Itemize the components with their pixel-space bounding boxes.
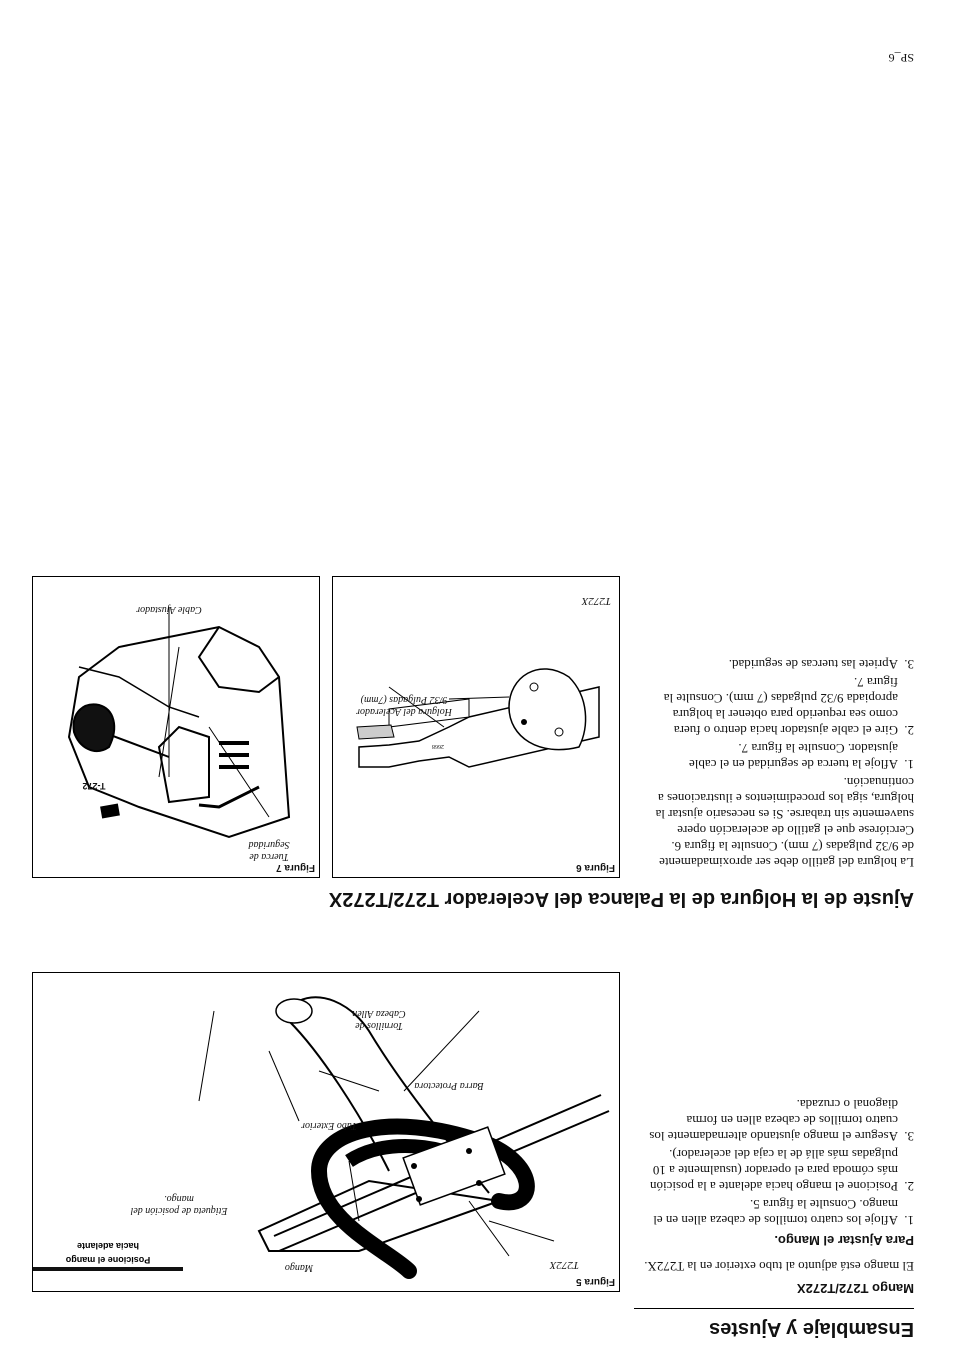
handle-adjust-title: Para Ajustar el Mango. (774, 1233, 914, 1248)
handle-position-tag (33, 1243, 183, 1271)
tag-text-line-1: Posicione el mango (33, 1253, 183, 1267)
step-number: 3. (904, 657, 914, 672)
figure-7-callout-nut: Tuerca de Seguridad (248, 839, 290, 862)
figure-5 (32, 972, 620, 1292)
throttle-step (644, 656, 914, 672)
handle-intro: El mango está adjunto al tubo exterior en la T272X. (644, 1259, 914, 1274)
handle-subtitle: Mango T272/T272X (796, 1281, 914, 1296)
throttle-illustration (333, 577, 619, 877)
throttle-text (644, 654, 914, 870)
step-number: 2. (904, 1179, 914, 1194)
throttle-intro: La holgura del gatillo debe ser aproximadamente de 9/32 pulgadas (7 mm). Consulte la figura 6. Cerciórese que el gatillo de aceleración opere suavemente sin trabarse. Si es necesario ajustar la holgura, siga los procedimientos e ilustraciones a continuación. (655, 775, 914, 870)
step-text: Asegure el mango ajustando alternadamente los cuatro tornillos de cabeza allen en forma diagonal o cruzada. (649, 1097, 898, 1144)
section-title: Ensamblaje y Ajustes (709, 1318, 914, 1340)
figure-6-model: T272X (581, 595, 611, 607)
figure-5-callout-mango: Mango (284, 1262, 314, 1273)
handle-text (644, 1094, 914, 1274)
figure-6-callout-slack: Holgura del Acelerador 9/32 Pulgadas (7mm) (356, 694, 452, 717)
engine-illustration (33, 577, 319, 877)
step-text: Afloje la tuerca de seguridad en el cable ajustador. Consulte la figura 7. (689, 741, 898, 772)
page-number: SP_6 (888, 51, 914, 65)
figure-5-callout-tube: Tubo Exterior (301, 1120, 357, 1131)
step-text: Gire el cable ajustador hacia dentro o fuera como sea requerido para obtener la holgura apropiada 9/32 pulgadas (7 mm). Consulte la figura 7. (663, 675, 898, 738)
step-number: 1. (904, 1213, 914, 1228)
figure-5-callout-bar: Barra Protectora (414, 1080, 484, 1091)
step-text: Posicione el mango hacia adelante a la posición más cómoda para el operador (usualmente a 10 pulgadas más allá de la caja del acelerador). (650, 1147, 898, 1194)
figure-7-label: Figura 7 (276, 862, 315, 873)
engine-brand-label: T-272 (82, 781, 106, 791)
figure-5-callout-label: Etiqueta de posición del mango. (130, 1193, 228, 1216)
figure-7-callout-cable: Cable Ajustador (136, 604, 202, 615)
throttle-step (644, 674, 914, 738)
handle-step (644, 1096, 914, 1144)
figure-7 (32, 576, 320, 878)
figure-5-callout-screws: Tornillos de Cabeza Allen (352, 1008, 406, 1031)
throttle-step (644, 740, 914, 772)
figure-6 (332, 576, 620, 878)
figure-5-model: T272X (549, 1259, 579, 1271)
handle-step (644, 1146, 914, 1194)
handle-step (644, 1196, 914, 1228)
step-text: Afloje los cuatro tornillos de cabeza allen en el mango. Consulte la figura 5. (653, 1197, 898, 1228)
figure-6-code: 2668 (432, 743, 444, 749)
tag-text-line-2: hacia adelante (33, 1239, 183, 1253)
throttle-section-title: Ajuste de la Holgura de la Palanca del Acelerador T272/T272X (328, 888, 914, 910)
title-rule (634, 1308, 914, 1309)
step-number: 1. (904, 757, 914, 772)
step-number: 2. (904, 723, 914, 738)
figure-5-label: Figura 5 (576, 1276, 615, 1287)
step-number: 3. (904, 1129, 914, 1144)
step-text: Apriete las tuercas de seguridad. (728, 657, 898, 672)
figure-6-label: Figura 6 (576, 862, 615, 873)
